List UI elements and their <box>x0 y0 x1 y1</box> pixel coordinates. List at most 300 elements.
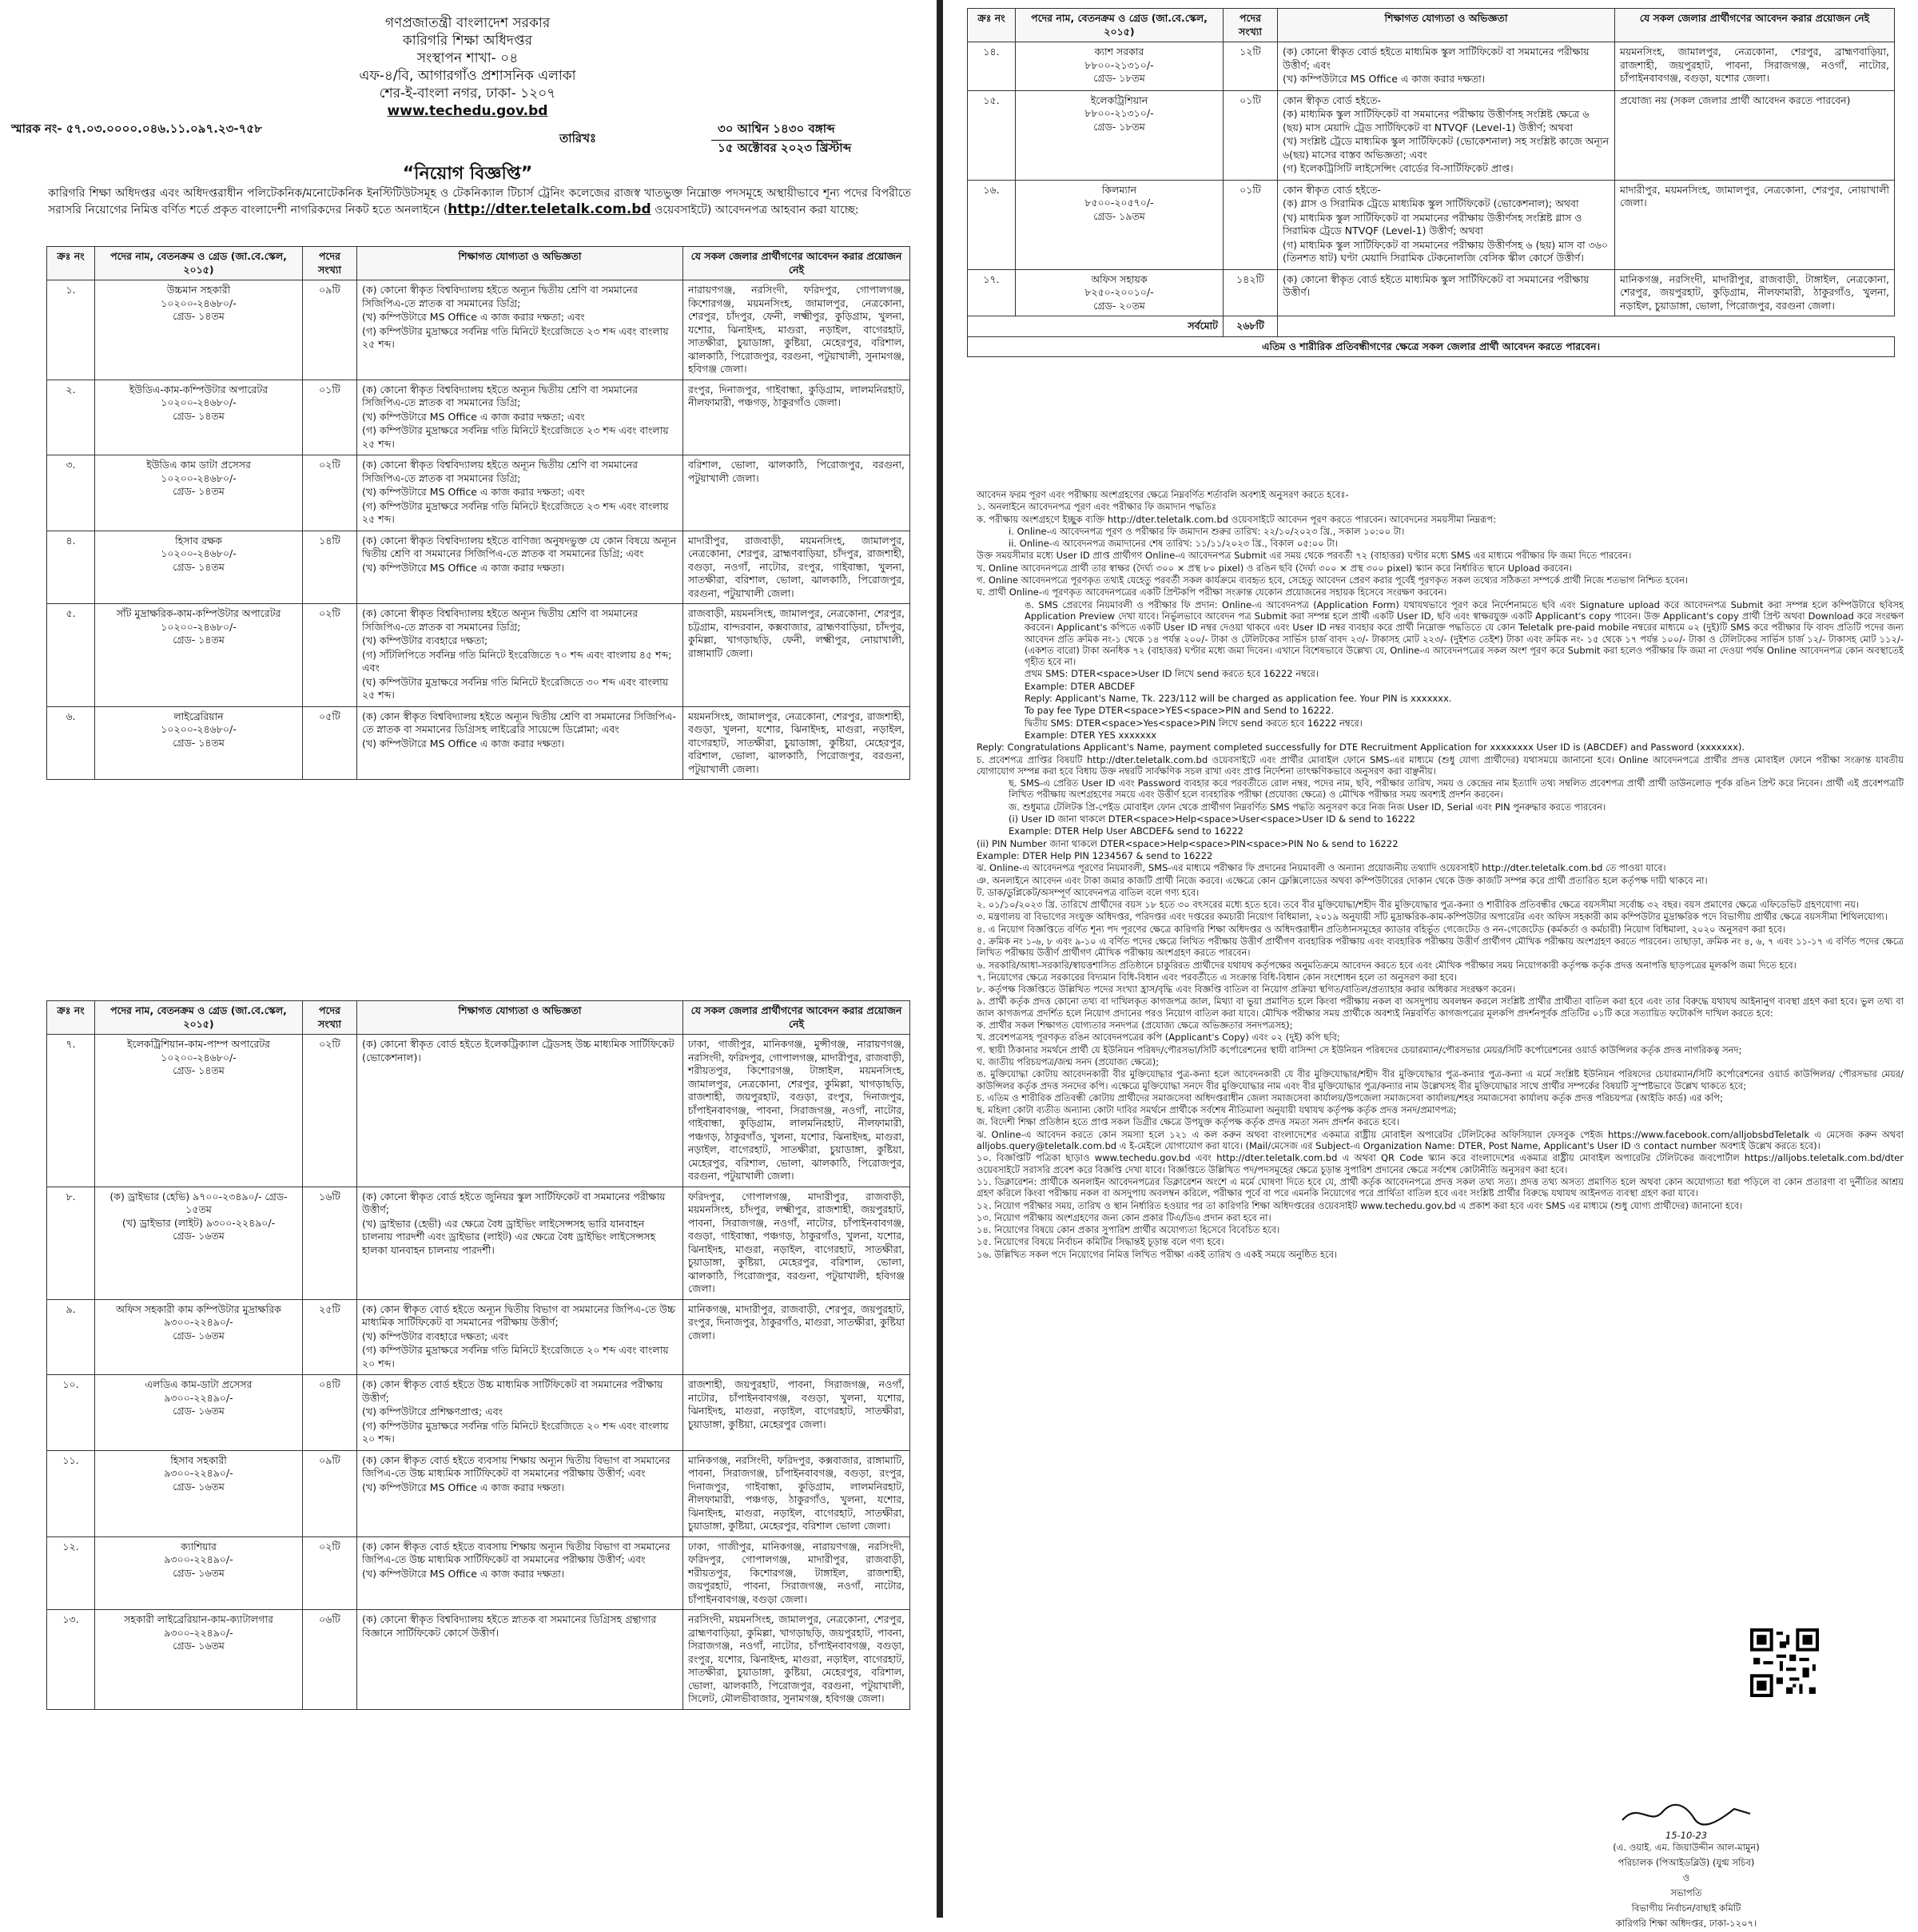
post-title-cell <box>95 280 303 380</box>
qualification-cell <box>357 531 683 604</box>
instruction-item: Example: DTER Help User ABCDEF& send to 16222 <box>1009 825 1244 837</box>
post-number: ১৫. <box>968 90 1016 180</box>
post-number: ১৬. <box>968 180 1016 269</box>
post-title: ইউডিএ-কাম-কম্পিউটার অপারেটর <box>129 383 269 396</box>
qualification-line: কোন স্বীকৃত বোর্ড হইতে- <box>1283 183 1381 196</box>
post-count: ০১টি <box>303 380 357 455</box>
post-title-cell <box>95 1536 303 1610</box>
instruction-item: ট. ডাক/ডুপ্লিকেট/অসম্পূর্ণ আবেদনপত্র বাতিল বলে গণ্য হবে। <box>977 886 1200 898</box>
instruction-item: (ii) PIN Number জানা থাকলে DTER<space>Help<space>PIN<space>PIN No & send to 16222 <box>977 837 1399 849</box>
table-row <box>47 455 910 531</box>
post-title: অফিস সহায়ক <box>1091 272 1148 285</box>
post-count: ০২টি <box>303 604 357 707</box>
qualification-line: (ক) কোনো স্বীকৃত বিশ্ববিদ্যালয় হইতে বাণিজ্য অনুষদভুক্ত যে কোন বিষয়ে অন্যূন দ্বিতীয় শ্রেণি বা সমমানের সিজিপিএ-তে স্নাতক বা সমমানের ডিগ্রি; এবং <box>362 534 677 559</box>
post-title: ক্যাশ সরকার <box>1094 46 1144 58</box>
instruction-item: ১২. নিয়োগ পরীক্ষার সময়, তারিখ ও স্থান নির্ধারিত হওয়ার পর তা কারিগরি শিক্ষা অধিদপ্তরের ওয়েবসাইট www.techedu.gov.bd এ প্রকাশ করা হবে এবং SMS এর মাধ্যমে (শুধু যোগ্য প্রার্থীদের) জানানো হবে। <box>977 1199 1743 1211</box>
signatory-name: (এ. ওয়াই. এম. জিয়াউদ্দীন আল-মামুন) <box>1613 1842 1760 1853</box>
pay-scale: ১০২০০-২৪৬৮০/- <box>161 1051 237 1063</box>
table-row <box>47 1450 910 1536</box>
post-number: ১. <box>47 280 95 380</box>
excluded-districts: মানিকগঞ্জ, মাদারীপুর, রাজবাড়ী, শেরপুর, জয়পুরহাট, রংপুর, দিনাজপুর, ঠাকুরগাঁও, মাগুরা, সাতক্ষীরা, কুষ্টিয়া জেলা। <box>683 1299 910 1375</box>
instruction-item: Example: DTER YES xxxxxxx <box>1025 729 1157 741</box>
post-title-cell <box>95 1187 303 1299</box>
pay-scale: ৯৩০০-২২৪৯০/- <box>164 1553 233 1565</box>
qualification-line: (ক) কোনো স্বীকৃত বোর্ড হইতে জুনিয়র স্কুল সার্টিফিকেট বা সমমানের পরীক্ষায় উত্তীর্ণ; <box>362 1190 666 1215</box>
post-title-cell <box>95 706 303 780</box>
excluded-districts: রাজবাড়ী, ময়মনসিংহ, জামালপুর, নেত্রকোনা, শেরপুর, চট্টগ্রাম, বান্দরবান, কক্সবাজার, ব্রাহ্মণবাড়িয়া, চাঁদপুর, কুমিল্লা, খাগড়াছড়ি, ফেনী, লক্ষ্মীপুর, নোয়াখালী, রাঙ্গামাটি জেলা। <box>683 604 910 707</box>
qualification-line: (ক) কোনো স্বীকৃত বিশ্ববিদ্যালয় হইতে স্নাতক বা সমমানের ডিগ্রিসহ গ্রন্থাগার বিজ্ঞানে সার্টিফিকেট কোর্সে উত্তীর্ণ। <box>362 1613 657 1639</box>
post-number: ১১. <box>47 1450 95 1536</box>
post-title-cell <box>95 380 303 455</box>
instruction-item: ছ. SMS-এ প্রেরিত User ID এবং Password ব্যবহার করে পরবর্তীতে রোল নম্বর, পদের নাম, ছবি, পরীক্ষার তারিখ, সময় ও কেন্দ্রের নাম ইত্যাদি তথ্য সম্বলিত প্রবেশপত্র প্রার্থী প্রার্থী ডাউনলোড পূর্বক রঙিন প্রিন্ট করে নিবেন। প্রার্থী এই প্রবেশপত্রটি লিখিত পরীক্ষায় অংশগ্রহণের সময়ে এবং উত্তীর্ণ হলে ব্যবহারিক পরীক্ষা (প্রযোজ্য ক্ষেত্রে) ও মৌখিক পরীক্ষার সময় অবশ্যই প্রদর্শন করবেন। <box>1009 777 1904 801</box>
instruction-item: চ. এতিম ও শারীরিক প্রতিবন্ধী কোটায় প্রার্থীদের সমাজসেবা অধিদপ্তরাধীন জেলা সমাজসেবা কার্যালয়/উপজেলা সমাজসেবা কার্যালয়/শহর সমাজসেবা কার্যালয় কর্তৃক প্রদত্ত পরিচয়পত্র (আইডি কার্ড) এর কপি; <box>977 1091 1723 1103</box>
instruction-item: চ. প্রবেশপত্র প্রাপ্তির বিষয়টি http://dter.teletalk.com.bd ওয়েবসাইটে এবং প্রার্থীর মোবাইল ফোনে SMS-এর মাধ্যমে (শুধু যোগ্য প্রার্থীদের) যথাসময়ে জানানো হবে। Online আবেদনপত্রে প্রার্থীর প্রদত্ত মোবাইল ফোনে পরীক্ষা সংক্রান্ত যাবতীয় যোগাযোগ সম্পন্ন করা হবে বিধায় উক্ত নম্বরটি সার্বক্ষণিক সচল রাখা এবং প্রাপ্ত নির্দেশনা তাৎক্ষণিকভাবে অনুসরণ করা বাঞ্ছনীয়। <box>977 753 1904 777</box>
post-title: হিসাব সহকারী <box>170 1453 227 1466</box>
post-title: হিসাব রক্ষক <box>175 534 222 547</box>
post-number: ৪. <box>47 531 95 604</box>
qualification-line: (খ) কম্পিউটারে MS Office এ কাজ করার দক্ষতা। <box>362 561 565 574</box>
qualification-line: (গ) কম্পিউটার মুদ্রাক্ষরে সর্বনিম্ন গতি মিনিটে ইংরেজিতে ২৩ শব্দ এবং বাংলায় ২৫ শব্দ। <box>362 424 669 450</box>
instruction-item: ছ. মহিলা কোটা ব্যতীত অন্যান্য কোটা দাবির সমর্থনে প্রার্থীকে সর্বশেষ নীতিমালা অনুযায়ী যথাযথ কর্তৃপক্ষ কর্তৃক প্রদত্ত সনদ/প্রমাণপত্র; <box>977 1104 1457 1116</box>
post-number: ৯. <box>47 1299 95 1375</box>
qualification-line: (ক) মাধ্যমিক স্কুল সার্টিফিকেট বা সমমানের পরীক্ষায় উত্তীর্ণসহ সংশ্লিষ্ট ক্ষেত্রে ৬ (ছয়) মাস মেয়াদি ট্রেড সার্টিফিকেট বা NTVQF (Level-1) উত্তীর্ণ; অথবা <box>1283 108 1590 133</box>
post-title-cell <box>95 1299 303 1375</box>
qualification-cell <box>1278 42 1615 91</box>
post-number: ১২. <box>47 1536 95 1610</box>
post-title: (ক) ড্রাইভার (হেভি) ৯৭০০-২৩৪৯০/- গ্রেড- ১৫তম <box>109 1190 288 1215</box>
qualification-line: (ক) কোন স্বীকৃত বোর্ড হইতে ব্যবসায় শিক্ষায় অন্যূন দ্বিতীয় বিভাগ বা সমমানের জিপিএ-তে উচ্চ মাধ্যমিক সার্টিফিকেট বা সমমানের পরীক্ষায় উত্তীর্ণ; এবং <box>362 1540 671 1565</box>
notice-title: “নিয়োগ বিজ্ঞপ্তি” <box>402 164 533 184</box>
qualification-line: (খ) কম্পিউটারে MS Office এ কাজ করার দক্ষতা। <box>1283 73 1486 85</box>
post-title-cell <box>95 455 303 531</box>
pay-scale: ৯৩০০-২২৪৯০/- <box>164 1467 233 1479</box>
pay-scale: ১০২০০-২৪৬৮০/- <box>161 620 237 633</box>
instruction-item: ২. ০১/১০/২০২৩ খ্রি. তারিখে প্রার্থীদের বয়স ১৮ হতে ৩০ বৎসরের মধ্যে হতে হবে। তবে বীর মুক্তিযোদ্ধা/শহীদ বীর মুক্তিযোদ্ধার পুত্র-কন্যা ও শারীরিক প্রতিবন্ধীর ক্ষেত্রে বয়সসীমা সর্বোচ্চ ৩২ বছর। বয়স প্রমাণের ক্ষেত্রে এফিডেভিট গ্রহণযোগ্য নয়। <box>977 899 1859 911</box>
posts-table-1 <box>46 246 910 780</box>
intro-paragraph <box>48 185 911 218</box>
post-title: লাইব্রেরিয়ান <box>173 710 224 722</box>
header-cell: শিক্ষাগত যোগ্যতা ও অভিজ্ঞতা <box>1278 9 1615 42</box>
qualification-line: (খ) কম্পিউটারে MS Office এ কাজ করার দক্ষতা। <box>362 737 565 749</box>
instruction-item: ১৬. উল্লিখিত সকল পদে নিয়োগের নিমিত্ত লিখিত পরীক্ষা একই তারিখ ও একই সময়ে অনুষ্ঠিত হবে। <box>977 1248 1338 1260</box>
qualification-cell <box>1278 90 1615 180</box>
qualification-cell <box>357 706 683 780</box>
instruction-item: ঙ. মুক্তিযোদ্ধা কোটায় আবেদনকারী বীর মুক্তিযোদ্ধার পুত্র-কন্যা হলে আবেদনকারী যে বীর মুক্তিযোদ্ধার/শহীদ বীর মুক্তিযোদ্ধার পুত্র-কন্যার পুত্র-কন্যা এ মর্মে সংশ্লিষ্ট ইউনিয়ন পরিষদের চেয়ারম্যান/সিটি কর্পোরেশনের ওয়ার্ড কাউন্সিলর/ পৌরসভার মেয়র/কাউন্সিলর কর্তৃক প্রদত্ত সনদের কপি। এক্ষেত্রে মুক্তিযোদ্ধা সনদে বীর মুক্তিযোদ্ধার নাম এবং বীর মুক্তিযোদ্ধার পুত্র/কন্যার নাম উল্লেখসহ বীর মুক্তিযোদ্ধার সাথে প্রার্থীর সম্পর্কের বিষয়টি সুস্পষ্টভাবে উল্লেখ থাকতে হবে; <box>977 1068 1904 1091</box>
table-row <box>968 42 1895 91</box>
instruction-item: জ. শুধুমাত্র টেলিটক প্রি-পেইড মোবাইল ফোন থেকে প্রার্থীগণ নিম্নবর্ণিত SMS পদ্ধতি অনুসরণ করে নিজ নিজ User ID, Serial এবং PIN পুনরুদ্ধার করতে পারবেন। <box>1009 801 1606 813</box>
qualification-line: (খ) সংশ্লিষ্ট ট্রেডে মাধ্যমিক স্কুল সার্টিফিকেট (ভোকেশনাল) সহ সংশ্লিষ্ট কাজে অন্যূন ৬(ছয়) মাসের বাস্তব অভিজ্ঞতা; এবং <box>1283 135 1610 161</box>
post-title-cell <box>95 1610 303 1710</box>
header-line: এফ-৪/বি, আগারগাঁও প্রশাসনিক এলাকা <box>359 68 576 84</box>
qualification-line: (ক) কোন স্বীকৃত বোর্ড হইতে ব্যবসায় শিক্ষায় অন্যূন দ্বিতীয় বিভাগ বা সমমানের জিপিএ-তে উচ্চ মাধ্যমিক সার্টিফিকেট বা সমমানের পরীক্ষায় উত্তীর্ণ; এবং <box>362 1453 671 1479</box>
intro-text: কারিগরি শিক্ষা অধিদপ্তর এবং অধিদপ্তরাধীন পলিটেকনিক/মনোটেকনিক ইনস্টিটিউটসমূহ ও টেকনিক্যাল টিচার্স ট্রেনিং কলেজের রাজস্ব খাতভুক্ত নিম্নোক্ত পদসমূহে অস্থায়ীভাবে শূন্য পদের বিপরীতে সরাসরি নিয়োগের নিমিত্ত বর্ণিত শর্তে প্রকৃত বাংলাদেশী নাগরিকদের নিকট হতে অনলাইনে ( <box>48 187 911 217</box>
instruction-item: ১৫. নিয়োগের বিষয়ে নির্বাচন কমিটির সিদ্ধান্তই চূড়ান্ত বলে গণ্য হবে। <box>977 1236 1224 1248</box>
qualification-line: (গ) কম্পিউটার মুদ্রাক্ষরে সর্বনিম্ন গতি মিনিটে ইংরেজিতে ২০ শব্দ এবং বাংলায় ২০ শব্দ। <box>362 1419 669 1445</box>
excluded-districts: রংপুর, দিনাজপুর, গাইবান্ধা, কুড়িগ্রাম, লালমনিরহাট, নীলফামারী, পঞ্চগড়, ঠাকুরগাঁও জেলা। <box>683 380 910 455</box>
table-row <box>47 1187 910 1299</box>
instruction-item: ৩. মন্ত্রণালয় বা বিভাগের সংযুক্ত অধিদপ্তর, পরিদপ্তর এবং দপ্তরের কমচারী নিয়োগ বিধিমালা, ২০১৯ অনুযায়ী সাঁট মুদ্রাক্ষরিক-কাম-কম্পিউটার অপারেটর এবং অফিস সহকারী কাম কম্পিউটার মুদ্রাক্ষরিক পদে বিভাগীয় প্রার্থীর ক্ষেত্রে বয়সসীমা শিথিলযোগ্য। <box>977 911 1888 923</box>
header-line: শের-ই-বাংলা নগর, ঢাকা- ১২০৭ <box>379 85 556 101</box>
post-count: ১৪২টি <box>1224 269 1278 316</box>
qualification-line: (ক) গ্লাস ও সিরামিক ট্রেডে মাধ্যমিক স্কুল সার্টিফিকেট (ভোকেশনাল); অথবা <box>1283 197 1579 209</box>
post-title: কিলম্যান <box>1101 183 1137 196</box>
apply-link[interactable]: http://dter.teletalk.com.bd <box>448 201 651 217</box>
table-header-row <box>47 247 910 280</box>
pay-scale: ১০২০০-২৪৬৮০/- <box>161 547 237 559</box>
post-number: ১৪. <box>968 42 1016 91</box>
qualification-line: (ক) কোন স্বীকৃত বোর্ড হইতে অন্যূন দ্বিতীয় বিভাগ বা সমমানের জিপিএ-তে উচ্চ মাধ্যমিক সার্টিফিকেট বা সমমানের পরীক্ষায় উত্তীর্ণ; <box>362 1302 675 1328</box>
instruction-item: ক. প্রার্থীর সকল শিক্ষাগত যোগ্যতার সনদপত্র (প্রযোজ্য ক্ষেত্রে অভিজ্ঞতার সনদপত্রসহ); <box>977 1020 1293 1032</box>
instruction-item: Example: DTER Help PIN 1234567 & send to 16222 <box>977 849 1213 861</box>
post-title: এলডিএ কাম-ডাটা প্রসেসর <box>145 1378 253 1390</box>
pay-grade: গ্রেড- ১৬তম <box>173 1230 225 1242</box>
pay-scale: ৮৫০০-২০৫৭০/- <box>1084 197 1154 209</box>
pay-scale: ১০২০০-২৪৬৮০/- <box>161 723 237 735</box>
qualification-line: (গ) সাঁটলিপিতে সর্বনিম্ন গতি মিনিটে ইংরেজিতে ৭০ শব্দ এবং বাংলায় ৪৫ শব্দ; এবং <box>362 648 672 674</box>
qualification-line: (খ) কম্পিউটার ব্যবহারে দক্ষতা; এবং <box>362 1330 509 1342</box>
pay-grade: গ্রেড- ১৪তম <box>173 1064 225 1076</box>
excluded-districts: নারায়ণগঞ্জ, নরসিংদী, ফরিদপুর, গোপালগঞ্জ, কিশোরগঞ্জ, ময়মনসিংহ, জামালপুর, নেত্রকোনা, শেরপুর, চাঁদপুর, ফেনী, লক্ষ্মীপুর, কুড়িগ্রাম, খুলনা, যশোর, ঝিনাইদহ, মাগুরা, নড়াইল, বাগেরহাট, সাতক্ষীরা, চুয়াডাঙ্গা, কুষ্টিয়া, মেহেরপুর, বরিশাল, ঝালকাঠি, পিরোজপুর, বরগুনা, পটুয়াখালী, সুনামগঞ্জ, হবিগঞ্জ জেলা। <box>683 280 910 380</box>
date-english: ১৫ অক্টোবর ২০২৩ খ্রিস্টাব্দ <box>718 141 852 155</box>
post-count: ১২টি <box>1224 42 1278 91</box>
header-cell: পদের নাম, বেতনক্রম ও গ্রেড (জা.বে.স্কেল, ২০১৫) <box>95 1001 303 1035</box>
table-row <box>968 180 1895 269</box>
pay-grade: গ্রেড- ১৬তম <box>173 1640 225 1652</box>
memo-number: স্মারক নং- ৫৭.০৩.০০০০.০৪৬.১১.০৯৭.২৩-৭৫৮ <box>11 121 262 136</box>
table-row <box>47 380 910 455</box>
qualification-cell <box>357 604 683 707</box>
excluded-districts: প্রযোজ্য নয় (সকল জেলার প্রার্থী আবেদন করতে পারবেন) <box>1615 90 1895 180</box>
qualification-line: (খ) ড্রাইভার (হেভী) এর ক্ষেত্রে বৈধ ড্রাইভিং লাইসেন্সসহ ভারি যানবাহন চালনায় পারদর্শী এবং ড্রাইভার (লাইট) এর ক্ষেত্রে বৈধ ড্রাইভিং লাইসেন্সসহ হালকা যানবাহন চালনায় পারদর্শী। <box>362 1217 656 1256</box>
post-title-cell <box>1016 180 1224 269</box>
qualification-line: (গ) কম্পিউটার মুদ্রাক্ষরে সর্বনিম্ন গতি মিনিটে ইংরেজিতে ২০ শব্দ এবং বাংলায় ২০ শব্দ। <box>362 1344 669 1369</box>
table-row <box>47 1610 910 1710</box>
post-count: ০১টি <box>1224 180 1278 269</box>
signature-mark <box>1614 1798 1758 1830</box>
post-count: ০৯টি <box>303 280 357 380</box>
pay-scale: (খ) ড্রাইভার (লাইট) ৯৩০০-২২৪৯০/- <box>121 1216 276 1229</box>
pay-grade: গ্রেড- ১৪তম <box>173 634 225 646</box>
qualification-cell <box>357 380 683 455</box>
excluded-districts: মাদারীপুর, ময়মনসিংহ, জামালপুর, নেত্রকোনা, শেরপুর, নোয়াখালী জেলা। <box>1615 180 1895 269</box>
pay-scale: ৮৮০০-২১৩১০/- <box>1084 107 1154 119</box>
header-cell: শিক্ষাগত যোগ্যতা ও অভিজ্ঞতা <box>357 1001 683 1035</box>
post-title-cell <box>1016 90 1224 180</box>
instruction-item: ii. Online-এ আবেদনপত্র জমাদানের শেষ তারিখ: ১১/১১/২০২৩ খ্রি., বিকাল ০৫:০০ টা। <box>1009 538 1338 550</box>
instruction-item: ঝ. Online-এ আবেদনপত্র পূরণের নিয়মাবলী, SMS-এর মাধ্যমে পরীক্ষার ফি প্রদানের নিয়মাবলী ও অন্যান্য প্রয়োজনীয় তথ্যাদি ওয়েবসাইট http://dter.teletalk.com.bd তে পাওয়া যাবে। <box>977 862 1666 874</box>
qualification-line: (গ) মাধ্যমিক স্কুল সার্টিফিকেট বা সমমানের পরীক্ষায় উত্তীর্ণসহ ৬ (ছয়) মাস বা ৩৬০ (তিনশত ষাট) ঘণ্টা মেয়াদি সিরামিক টেকনোলজি বেসিক স্কীল কোর্সে উত্তীর্ণ। <box>1283 238 1608 264</box>
pay-grade: গ্রেড- ১৬তম <box>173 1405 225 1417</box>
qualification-line: (গ) ইলেকট্রিসিটি লাইসেন্সিং বোর্ডের বি-সার্টিফিকেট প্রাপ্ত। <box>1283 162 1514 174</box>
instruction-item: ১৩. নিয়োগ পরীক্ষায় অংশগ্রহণের জন্য কোন প্রকার টিএ/ডিএ প্রদান করা হবে না। <box>977 1211 1271 1223</box>
page-divider <box>937 0 943 1918</box>
post-count: ১৪টি <box>303 531 357 604</box>
table-row <box>47 280 910 380</box>
post-count: ০২টি <box>303 1035 357 1187</box>
table-row <box>47 1299 910 1375</box>
excluded-districts: বরিশাল, ভোলা, ঝালকাঠি, পিরোজপুর, বরগুনা, পটুয়াখালী জেলা। <box>683 455 910 531</box>
excluded-districts: ঢাকা, গাজীপুর, মানিকগঞ্জ, নারায়ণগঞ্জ, নরসিংদী, ফরিদপুর, গোপালগঞ্জ, মাদারীপুর, রাজবাড়ী, শরীয়তপুর, কিশোরগঞ্জ, টাঙ্গাইল, রাজশাহী, জয়পুরহাট, পাবনা, সিরাজগঞ্জ, নওগাঁ, নাটোর, চাঁপাইনবাবগঞ্জ, বগুড়া জেলা। <box>683 1536 910 1610</box>
instruction-item: গ. Online আবেদনপত্রে পূরণকৃত তথ্যই যেহেতু পরবর্তী সকল কার্যক্রমে ব্যবহৃত হবে, সেহেতু আবেদন প্রেরণ করার পূর্বেই পূরণকৃত সকল তথ্যের সঠিকতা সম্পর্কে প্রার্থী নিজে শতভাগ নিশ্চিত হবেন। <box>977 574 1689 586</box>
header-line: সংস্থাপন শাখা- ০৪ <box>416 50 519 66</box>
pay-scale: ১০২০০-২৪৬৮০/- <box>161 296 237 309</box>
qualification-line: (খ) কম্পিউটারে MS Office এ কাজ করার দক্ষতা; এবং <box>362 486 585 498</box>
qualification-cell <box>1278 180 1615 269</box>
pay-grade: গ্রেড- ১৯তম <box>1093 209 1145 222</box>
qualification-cell <box>357 455 683 531</box>
qualification-line: (গ) কম্পিউটার মুদ্রাক্ষরে সর্বনিম্ন গতি মিনিটে ইংরেজিতে ২৩ শব্দ এবং বাংলায় ২৫ শব্দ। <box>362 499 669 525</box>
qualification-line: (ক) কোনো স্বীকৃত বিশ্ববিদ্যালয় হইতে অন্যূন দ্বিতীয় শ্রেণি বা সমমানের সিজিপিএ-তে স্নাতক বা সমমানের ডিগ্রি; <box>362 284 638 309</box>
qualification-cell <box>357 1035 683 1187</box>
pay-scale: ৯৩০০-২২৪৯০/- <box>164 1626 233 1639</box>
instruction-item: ঘ. জাতীয় পরিচয়পত্র/জন্ম সনদ (প্রযোজ্য ক্ষেত্রে); <box>977 1055 1160 1067</box>
post-number: ২. <box>47 380 95 455</box>
instruction-item: To pay fee Type DTER<space>YES<space>PIN and Send to 16222. <box>1025 705 1335 717</box>
post-title: ক্যাশিয়ার <box>181 1540 217 1552</box>
instruction-item: আবেদন ফরম পূরণ এবং পরীক্ষায় অংশগ্রহণের ক্ষেত্রে নিম্নবর্ণিত শর্তাবলি অবশ্যই অনুসরণ করতে হবেঃ- <box>977 489 1349 500</box>
pay-scale: ৮২৫০-২০০১০/- <box>1084 286 1154 298</box>
post-number: ৫. <box>47 604 95 707</box>
header-cell: ক্রঃ নং <box>47 1001 95 1035</box>
excluded-districts: মানিকগঞ্জ, নরসিংদী, মাদারীপুর, রাজবাড়ী, টাঙ্গাইল, নেত্রকোনা, শেরপুর, জয়পুরহাট, কুড়িগ্রাম, নীলফামারী, ঠাকুরগাঁও, খুলনা, নড়াইল, চুয়াডাঙ্গা, ভোলা, পিরোজপুর, বরগুনা জেলা। <box>1615 269 1895 316</box>
table-row <box>47 706 910 780</box>
signature-block <box>1494 1798 1878 1932</box>
post-title-cell <box>1016 269 1224 316</box>
header-cell: যে সকল জেলার প্রার্থীগণের আবেদন করার প্রয়োজন নেই <box>1615 9 1895 42</box>
qualification-line: (খ) কম্পিউটারে MS Office এ কাজ করার দক্ষতা; এবং <box>362 311 585 323</box>
instruction-item: গ. স্থায়ী ঠিকানার সমর্থনে প্রার্থী যে ইউনিয়ন পরিষদ/পৌরসভা/সিটি কর্পোরেশনের স্থায়ী বাসিন্দা সে ইউনিয়ন পরিষদের চেয়ারম্যান/পৌরসভার মেয়র/সিটি কর্পোরেশনের ওয়ার্ড কাউন্সিলর কর্তৃক প্রদত্ত নাগরিকত্ব সনদ; <box>977 1044 1742 1055</box>
instruction-item: ৯. প্রার্থী কর্তৃক প্রদত্ত কোনো তথ্য বা দাখিলকৃত কাগজপত্র জাল, মিথ্যা বা ভুয়া প্রমাণিত হলে কিংবা পরীক্ষায় নকল বা অসদুপায় অবলম্বন করলে সংশ্লিষ্ট প্রার্থীর প্রার্থীতা বাতিল করা হবে এবং তার বিরুদ্ধে যথাযথ আইনানুগ ব্যবস্থা গ্রহণ করা হবে। ভুল তথ্য বা জাল কাগজপত্র প্রদর্শিত হলে নিয়োগ প্রদানের পরও নিয়োগ বাতিল করা যাবে। মৌখিক পরীক্ষার সময় প্রার্থীকে অবশ্যই নিম্নবর্ণিত কাগজপত্রের মূলকপি প্রদর্শনপূর্বক প্রতিটির ০১টি করে সত্যায়িত ফটোকপি দাখিল করতে হবে: <box>977 996 1904 1019</box>
pay-grade: গ্রেড- ১৪তম <box>173 485 225 497</box>
excluded-districts: নরসিংদী, ময়মনসিংহ, জামালপুর, নেত্রকোনা, শেরপুর, ব্রাহ্মণবাড়িয়া, কুমিল্লা, খাগড়াছড়ি, জয়পুরহাট, পাবনা, সিরাজগঞ্জ, নওগাঁ, নাটোর, চাঁপাইনবাবগঞ্জ, বগুড়া, রংপুর, যশোর, ঝিনাইদহ, মাগুরা, নড়াইল, বাগেরহাট, সাতক্ষীরা, চুয়াডাঙ্গা, কুষ্টিয়া, মেহেরপুর, বরিশাল, ভোলা, ঝালকাঠি, পিরোজপুর, বরগুনা, পটুয়াখালী, সিলেট, মৌলভীবাজার, সুনামগঞ্জ, হবিগঞ্জ জেলা। <box>683 1610 910 1710</box>
left-page <box>0 0 935 1918</box>
post-number: ৭. <box>47 1035 95 1187</box>
post-number: ৩. <box>47 455 95 531</box>
qualification-cell <box>1278 269 1615 316</box>
pay-scale: ৯৩০০-২২৪৯০/- <box>164 1391 233 1404</box>
excluded-districts: মানিকগঞ্জ, নরসিংদী, ফরিদপুর, কক্সবাজার, রাঙ্গামাটি, পাবনা, সিরাজগঞ্জ, চাঁপাইনবাবগঞ্জ, বগুড়া, রংপুর, দিনাজপুর, গাইবান্ধা, কুড়িগ্রাম, লালমনিরহাট, নীলফামারী, পঞ্চগড়, ঠাকুরগাঁও, খুলনা, যশোর, ঝিনাইদহ, মাগুরা, নড়াইল, বাগেরহাট, সাতক্ষীরা, চুয়াডাঙ্গা, কুষ্টিয়া, মেহেরপুর, বরিশাল ভোলা জেলা। <box>683 1450 910 1536</box>
pay-grade: গ্রেড- ১৮তম <box>1093 120 1145 133</box>
pay-grade: গ্রেড- ১৬তম <box>173 1329 225 1342</box>
qualification-cell <box>357 1610 683 1710</box>
instruction-item: ১. অনলাইনে আবেদনপত্র পূরণ এবং পরীক্ষার ফি জমাদান পদ্ধতিঃ <box>977 501 1216 513</box>
post-count: ০৪টি <box>303 1375 357 1451</box>
instruction-item: জ. বিদেশী শিক্ষা প্রতিষ্ঠান হতে প্রাপ্ত সকল ডিগ্রীর ক্ষেত্রে উপযুক্ত কর্তৃপক্ষ কর্তৃক প্রদত্ত সমতা সনদ প্রদর্শন করতে হবে। <box>977 1116 1399 1128</box>
post-title: ইলেকট্রিশিয়ান-কাম-পাম্প অপারেটর <box>127 1038 270 1050</box>
excluded-districts: ফরিদপুর, গোপালগঞ্জ, মাদারীপুর, রাজবাড়ী, ময়মনসিংহ, চাঁদপুর, লক্ষ্মীপুর, রাজশাহী, জয়পুরহাট, পাবনা, সিরাজগঞ্জ, নওগাঁ, নাটোর, চাঁপাইনবাবগঞ্জ, বগুড়া, গাইবান্ধা, পঞ্চগড়, ঠাকুরগাঁও, খুলনা, যশোর, ঝিনাইদহ, মাগুরা, নড়াইল, বাগেরহাট, সাতক্ষীরা, চুয়াডাঙ্গা, কুষ্টিয়া, মেহেরপুর, বরিশাল, ভোলা, ঝালকাঠি, পিরোজপুর, বরগুনা, পটুয়াখালী, হবিগঞ্জ জেলা। <box>683 1187 910 1299</box>
excluded-districts: ঢাকা, গাজীপুর, মানিকগঞ্জ, মুন্সীগঞ্জ, নারায়ণগঞ্জ, নরসিংদী, ফরিদপুর, গোপালগঞ্জ, মাদারীপুর, রাজবাড়ী, শরীয়তপুর, কিশোরগঞ্জ, টাঙ্গাইল, ময়মনসিংহ, জামালপুর, নেত্রকোনা, শেরপুর, কুমিল্লা, খাগড়াছড়ি, রাজশাহী, জয়পুরহাট, বগুড়া, রংপুর, দিনাজপুর, চাঁপাইনবাবগঞ্জ, পাবনা, সিরাজগঞ্জ, নওগাঁ, নাটোর, গাইবান্ধা, কুড়িগ্রাম, লালমনিরহাট, নীলফামারী, পঞ্চগড়, ঠাকুরগাঁও, খুলনা, যশোর, ঝিনাইদহ, মাগুরা, নড়াইল, বাগেরহাট, সাতক্ষীরা, চুয়াডাঙ্গা, কুষ্টিয়া, মেহেরপুর, বরিশাল, ভোলা, ঝালকাঠি, পিরোজপুর, বরগুনা, পটুয়াখালী জেলা। <box>683 1035 910 1187</box>
instruction-item: ৬. সরকারি/আধা-সরকারি/স্বায়ত্তশাসিত প্রতিষ্ঠানে চাকুরিরত প্রার্থীদের যথাযথ কর্তৃপক্ষের অনুমতিক্রমে আবেদন করতে হবে এবং মৌখিক পরীক্ষার সময় নিয়োগকারী কর্তৃপক্ষ কর্তৃক প্রদত্ত অনাপত্তি ছাড়পত্রের মূলকপি জমা দিতে হবে। <box>977 959 1797 971</box>
instruction-item: i. Online-এ আবেদনপত্র পূরণ ও পরীক্ষার ফি জমাদান শুরুর তারিখ: ২২/১০/২০২৩ খ্রি., সকাল ১০:০০ টা। <box>1009 525 1405 537</box>
signatory-and: ও <box>1682 1872 1690 1883</box>
qualification-line: (খ) কম্পিউটারে MS Office এ কাজ করার দক্ষতা। <box>362 1481 565 1493</box>
header-cell: পদের নাম, বেতনক্রম ও গ্রেড (জা.বে.স্কেল, ২০১৫) <box>95 247 303 280</box>
instruction-item: ১০. বিজ্ঞপ্তিটি পত্রিকা ছাড়াও www.techedu.gov.bd এবং http://dter.teletalk.com.bd এ অথবা QR Code স্ক্যান করে বাংলাদেশের একমাত্র রাষ্ট্রীয় মোবাইল অপারেটর টেলিটকের জবপোর্টাল https://alljobs.teletalk.com.bd/dter ওয়েবসাইটে সরাসরি প্রবেশ করে বিজ্ঞপ্তি দেখা যাবে। বিজ্ঞপ্তিতে উল্লিখিত পদ/পদসমূহের ক্ষেত্রে চূড়ান্ত সুপারিশ প্রদানের ক্ষেত্রে সর্বশেষ কোটানীতি অনুসরণ করা হবে। <box>977 1152 1904 1175</box>
instruction-item: খ. প্রবেশপত্রসহ পূরণকৃত রঙিন আবেদনপত্রের কপি (Applicant's Copy) এবং ০২ (দুই) কপি ছবি; <box>977 1032 1340 1044</box>
pay-scale: ১০২০০-২৪৬৮০/- <box>161 396 237 408</box>
qualification-line: (ঘ) কম্পিউটার মুদ্রাক্ষরে সর্বনিম্ন গতি মিনিটে ইংরেজিতে ৩০ শব্দ এবং বাংলায় ২৫ শব্দ। <box>362 675 669 701</box>
instruction-item: ঝ. Online-এ আবেদন করতে কোন সমস্যা হলে ১২১ এ কল করুন অথবা বাংলাদেশের একমাত্র রাষ্ট্রীয় মোবাইল অপারেটর টেলিটকের অফিসিয়াল ফেসবুক পেইজ https://www.facebook.com/alljobsbdTeletalk এ মেসেজ করুন অথবা alljobs.query@teletalk.com.bd এ ই-মেইলে যোগাযোগ করা যাবে। (Mail/মেসেজ এর Subject-এ Organization Name: DTER, Post Name, Applicant's User ID ও contact number অবশ্যই উল্লেখ করতে হবে)। <box>977 1128 1904 1152</box>
table-row <box>47 604 910 707</box>
footer-row <box>968 336 1895 357</box>
website-link[interactable]: www.techedu.gov.bd <box>387 103 548 119</box>
table-row <box>47 1375 910 1451</box>
post-count: ০৫টি <box>303 706 357 780</box>
pay-grade: গ্রেড- ১৬তম <box>173 1566 225 1579</box>
table-header-row <box>968 9 1895 42</box>
header-cell: পদের সংখ্যা <box>303 1001 357 1035</box>
post-title: সাঁট মুদ্রাক্ষরিক-কাম-কম্পিউটার অপারেটর <box>116 607 281 619</box>
pay-grade: গ্রেড- ১৮তম <box>1093 72 1145 84</box>
total-label: সর্বমোট <box>968 316 1224 337</box>
qualification-line: (গ) কম্পিউটার মুদ্রাক্ষরে সর্বনিম্ন গতি মিনিটে ইংরেজিতে ২৩ শব্দ এবং বাংলায় ২৫ শব্দ। <box>362 324 669 350</box>
instruction-item: ১৪. নিয়োগের বিষয়ে কোন প্রকার সুপারিশ প্রার্থীর অযোগ্যতা হিসেবে বিবেচিত হবে। <box>977 1224 1280 1236</box>
total-row <box>968 316 1895 337</box>
instruction-item: ক. পরীক্ষায় অংশগ্রহণে ইচ্ছুক ব্যক্তি http://dter.teletalk.com.bd ওয়েবসাইটে আবেদন পূরণ করতে পারবেন। আবেদনের সময়সীমা নিম্নরূপ: <box>977 513 1497 525</box>
post-number: ৮. <box>47 1187 95 1299</box>
qualification-line: (খ) মাধ্যমিক স্কুল সার্টিফিকেট বা সমমানের পরীক্ষায় উত্তীর্ণসহ সংশ্লিষ্ট গ্লাস ও সিরামিক ট্রেডে NTVQF (Level-1) উত্তীর্ণ; অথবা <box>1283 211 1582 237</box>
post-title: অফিস সহকারী কাম কম্পিউটার মুদ্রাক্ষরিক <box>116 1302 281 1315</box>
instruction-item: প্রথম SMS: DTER<space>User ID লিখে send করতে হবে 16222 নম্বরে। <box>1025 668 1319 680</box>
post-title: উচ্চমান সহকারী <box>166 284 231 296</box>
post-count: ০১টি <box>1224 90 1278 180</box>
post-title-cell <box>95 531 303 604</box>
header-cell: পদের নাম, বেতনক্রম ও গ্রেড (জা.বে.স্কেল, ২০১৫) <box>1016 9 1224 42</box>
post-title-cell <box>1016 42 1224 91</box>
post-count: ০২টি <box>303 455 357 531</box>
pay-grade: গ্রেড- ১৪তম <box>173 736 225 749</box>
qualification-line: (ক) কোনো স্বীকৃত বোর্ড হইতে মাধ্যমিক স্কুল সার্টিফিকেট বা সমমানের পরীক্ষায় উত্তীর্ণ। <box>1283 272 1590 298</box>
post-title-cell <box>95 1450 303 1536</box>
pay-scale: ১০২০০-২৪৬৮০/- <box>161 471 237 484</box>
header-cell: ক্রঃ নং <box>47 247 95 280</box>
posts-table-3 <box>967 8 1895 357</box>
instruction-item: Reply: Applicant's Name, Tk. 223/112 will be charged as application fee. Your PIN is xxxxxxx. <box>1025 693 1452 705</box>
pay-grade: গ্রেড- ১৬তম <box>173 1480 225 1493</box>
instruction-item: ৮. কর্তৃপক্ষ বিজ্ঞপ্তিতে উল্লিখিত পদের সংখ্যা হ্রাস/বৃদ্ধি এবং বিজ্ঞপ্তি বাতিল বা নিয়োগ প্রক্রিয়া স্থগিত/বাতিল/প্রত্যাহার করার অধিকার সংরক্ষণ করেন। <box>977 984 1516 996</box>
excluded-districts: রাজশাহী, জয়পুরহাট, পাবনা, সিরাজগঞ্জ, নওগাঁ, নাটোর, চাঁপাইনবাবগঞ্জ, বগুড়া, খুলনা, যশোর, ঝিনাইদহ, মাগুরা, নড়াইল, বাগেরহাট, সাতক্ষীরা, চুয়াডাঙ্গা, কুষ্টিয়া, মেহেরপুর জেলা। <box>683 1375 910 1451</box>
post-title: ইলেকট্রিশিয়ান <box>1090 93 1148 106</box>
qualification-line: (ক) কোনো স্বীকৃত বিশ্ববিদ্যালয় হইতে অন্যূন দ্বিতীয় শ্রেণি বা সমমানের সিজিপিএ-তে স্নাতক বা সমমানের ডিগ্রি; <box>362 383 638 408</box>
committee-name: বিভাগীয় নির্বাচন/বাছাই কমিটি <box>1631 1902 1741 1914</box>
post-count: ১৬টি <box>303 1187 357 1299</box>
qualification-cell <box>357 1299 683 1375</box>
pay-scale: ৯৩০০-২২৪৯০/- <box>164 1316 233 1328</box>
qr-code-icon[interactable] <box>1750 1628 1819 1697</box>
post-count: ০২টি <box>303 1536 357 1610</box>
post-title-cell <box>95 604 303 707</box>
table-row <box>47 531 910 604</box>
qualification-line: (খ) কম্পিউটারে MS Office এ কাজ করার দক্ষতা; এবং <box>362 410 585 423</box>
letterhead <box>0 0 935 120</box>
posts-table-2 <box>46 1000 910 1710</box>
instruction-item: Reply: Congratulations Applicant's Name, payment completed successfully for DTE Recruitment Application for xxxxxxxx User ID is (ABCDEF) and Password (xxxxxxx). <box>977 741 1745 753</box>
qualification-line: (ক) কোনো স্বীকৃত বোর্ড হইতে মাধ্যমিক স্কুল সার্টিফিকেট বা সমমানের পরীক্ষায় উত্তীর্ণ; এবং <box>1283 46 1590 71</box>
instruction-item: ১১. ডিক্লারেশন: প্রার্থীকে অনলাইন আবেদনপত্রের ডিক্লারেশন অংশে এ মর্মে ঘোষণা দিতে হবে যে, প্রার্থী কর্তৃক আবেদনপত্রে প্রদত্ত সকল তথ্য সত্য। প্রদত্ত তথ্য অসত্য প্রমাণিত হলে অথবা কোন অযোগ্যতা ধরা পড়িলে বা কোন প্রতারণা বা দুর্নীতির আশ্রয় গ্রহণ করিলে কিংবা পরীক্ষায় নকল বা অসদুপায় অবলম্বন করিলে, পরীক্ষার পূর্বে বা পরে এমনকি নিয়োগের পরে প্রার্থিতা বাতিল হবে এবং সংশ্লিষ্ট প্রার্থীর বিরুদ্ধে যথাযথ আইনগত ব্যবস্থা গ্রহণ করা যাবে। <box>977 1175 1904 1199</box>
pay-grade: গ্রেড- ২০তম <box>1093 299 1145 312</box>
instruction-item: দ্বিতীয় SMS: DTER<space>Yes<space>PIN লিখে send করতে হবে 16222 নম্বরে। <box>1025 717 1363 729</box>
qualification-line: (খ) কম্পিউটারে প্রশিক্ষণপ্রাপ্ত; এবং <box>362 1405 503 1417</box>
post-number: ১৭. <box>968 269 1016 316</box>
instruction-item: ৪. এ নিয়োগ বিজ্ঞপ্তিতে বর্ণিত শূন্য পদ পূরণের ক্ষেত্রে কারিগরি শিক্ষা অধিদপ্তর ও অধিদপ্তরাধীন প্রতিষ্ঠানসমূহের ক্যাডার বহির্ভূত গেজেটেড ও নন-গেজেটেড (কর্মকর্তা ও কর্মচারী) নিয়োগ বিধিমালা, ২০২০ অনুসরণ করা হবে। <box>977 923 1786 935</box>
instruction-item: ৫. ক্রমিক নং ১-৬, ৮ এবং ৯-১০ এ বর্ণিত পদের ক্ষেত্রে লিখিত পরীক্ষায় উত্তীর্ণ প্রার্থীগণ ব্যবহারিক পরীক্ষায় এবং ব্যবহারিক পরীক্ষায় উত্তীর্ণ প্রার্থীগণ মৌখিক পরীক্ষায় অংশগ্রহণ করতে পারবেন। তাছাড়া, ক্রমিক নং ৪, ৬, ৭ এবং ১১-১৭ এ বর্ণিত পদের ক্ষেত্রে লিখিত পরীক্ষায় উত্তীর্ণ প্রার্থীগণ মৌখিক পরীক্ষায় অংশগ্রহণ করতে পারবেন। <box>977 935 1904 959</box>
total-value: ২৬৮টি <box>1224 316 1278 337</box>
pay-grade: গ্রেড- ১৪তম <box>173 310 225 322</box>
post-title-cell <box>95 1035 303 1187</box>
instruction-item: ঞ. অনলাইনে আবেদন এবং টাকা জমার কাজটি প্রার্থী নিজে করবে। এক্ষেত্রে কোন ফ্লেক্সিলোডের অথবা কম্পিউটারের দোকান থেকে উক্ত কাজটি সম্পন্ন করে প্রার্থী প্রতারিত হলে কর্তৃপক্ষ দায়ী থাকবে না। <box>977 874 1708 886</box>
instruction-item: ঙ. SMS প্রেরণের নিয়মাবলী ও পরীক্ষার ফি প্রদান: Online-এ আবেদনপত্র (Application Form) যথাযথভাবে পূরণ করে নির্দেশনামতে ছবি এবং Signature upload করে আবেদনপত্র Submit করা সম্পন্ন হলে কম্পিউটারে ছবিসহ Application Preview দেখা যাবে। নির্ভুলভাবে আবেদন পত্র Submit করা সম্পন্ন হলে প্রার্থী একটি User ID, ছবি এবং স্বাক্ষরযুক্ত একটি Applicant's copy পাবেন। উক্ত Applicant's copy প্রার্থী প্রিন্ট অথবা Download করে সংরক্ষণ করবেন। Applicant's কপিতে একটি User ID নম্বর দেওয়া থাকবে এবং User ID নম্বর ব্যবহার করে প্রার্থী নিম্নোক্ত পদ্ধতিতে যে কোন Teletalk pre-paid mobile নম্বরের মাধ্যমে ০২ (দুই)টি SMS করে পরীক্ষার ফি বাবদ প্রতিটি পদের জন্য আবেদন প্রতি ক্রমিক নং-১ থেকে ১৪ পর্যন্ত ২০০/- টাকা ও টেলিটকের সার্ভিস চার্জ বাবদ ২৩/- টাকাসহ মোট ২২৩/- (দুইশত তেইশ) টাকা এবং ক্রমিক নং- ১৫ থেকে ১৭ পর্যন্ত ১০০/- টাকা ও টেলিটকের সার্ভিস চার্জ ১২/- টাকাসহ মোট ১১২/- (একশত বারো) টাকা অনধিক ৭২ (বাহাত্তর) ঘণ্টার মধ্যে জমা দিবেন। এখানে বিশেষভাবে উল্লেখ্য যে, Online-এ আবেদনপত্রের সকল অংশ পূরণ করে Submit করা হলেও পরীক্ষার ফি জমা না দেওয়া পর্যন্ত Online আবেদনপত্র কোন অবস্থাতেই গৃহীত হবে না। <box>1025 598 1904 668</box>
post-title-cell <box>95 1375 303 1451</box>
header-cell: যে সকল জেলার প্রার্থীগণের আবেদন করার প্রয়োজন নেই <box>683 1001 910 1035</box>
post-number: ৬. <box>47 706 95 780</box>
header-line: কারিগরি শিক্ষা অধিদপ্তর <box>402 33 533 49</box>
table-footer-note: এতিম ও শারীরিক প্রতিবন্ধীগণের ক্ষেত্রে সকল জেলার প্রার্থী আবেদন করতে পারবেন। <box>968 336 1895 357</box>
pay-scale: ৮৮০০-২১৩১০/- <box>1084 58 1154 71</box>
instruction-item: খ. Online আবেদনপত্রে প্রার্থী তার স্বাক্ষর (দৈর্ঘ্য ৩০০ × প্রস্থ ৮০ pixel) ও রঙিন ছবি (দৈর্ঘ্য ৩০০ × প্রস্থ ৩০০ pixel) স্ক্যান করে নির্ধারিত স্থানে Upload করবেন। <box>977 562 1573 574</box>
header-cell: পদের সংখ্যা <box>303 247 357 280</box>
post-count: ২৫টি <box>303 1299 357 1375</box>
qualification-line: কোন স্বীকৃত বোর্ড হইতে- <box>1283 93 1381 106</box>
qualification-line: (ক) কোন স্বীকৃত বিশ্ববিদ্যালয় হইতে অন্যূন দ্বিতীয় শ্রেণি বা সমমানের সিজিপিএ-তে স্নাতক বা সমমানের ডিগ্রিসহ লাইব্রেরি সায়েন্সে ডিপ্লোমা; এবং <box>362 710 676 735</box>
header-cell: শিক্ষাগত যোগ্যতা ও অভিজ্ঞতা <box>357 247 683 280</box>
post-count: ০৬টি <box>303 1610 357 1710</box>
qualification-line: (ক) কোনো স্বীকৃত বিশ্ববিদ্যালয় হইতে অন্যূন দ্বিতীয় শ্রেণি বা সমমানের সিজিপিএ-তে স্নাতক বা সমমানের ডিগ্রি; <box>362 607 638 633</box>
qualification-cell <box>357 280 683 380</box>
header-cell: পদের সংখ্যা <box>1224 9 1278 42</box>
table-row <box>47 1536 910 1610</box>
post-title: ইউডিএ কাম ডাটা প্রসেসর <box>146 459 251 471</box>
qualification-line: (ক) কোনো স্বীকৃত বিশ্ববিদ্যালয় হইতে অন্যূন দ্বিতীয় শ্রেণি বা সমমানের সিজিপিএ-তে স্নাতক বা সমমানের ডিগ্রি; <box>362 459 638 484</box>
table-row <box>968 90 1895 180</box>
office-name: কারিগরি শিক্ষা অধিদপ্তর, ঢাকা-১২০৭। <box>1615 1918 1757 1929</box>
excluded-districts: মাদারীপুর, রাজবাড়ী, ময়মনসিংহ, জামালপুর, নেত্রকোনা, শেরপুর, ব্রাহ্মণবাড়িয়া, চাঁদপুর, রাজশাহী, বগুড়া, নওগাঁ, নাটোর, রংপুর, গাইবান্ধা, খুলনা, সাতক্ষীরা, বরিশাল, ভোলা, ঝালকাঠি, পিরোজপুর, বরগুনা, পটুয়াখালী জেলা। <box>683 531 910 604</box>
table-header-row <box>47 1001 910 1035</box>
instruction-item: উক্ত সময়সীমার মধ্যে User ID প্রাপ্ত প্রার্থীগণ Online-এ আবেদনপত্র Submit এর সময় থেকে পরবর্তী ৭২ (বাহাত্তর) ঘণ্টার মধ্যে SMS এর মাধ্যমে পরীক্ষার ফি জমা দিতে পারবেন। <box>977 550 1632 562</box>
pay-grade: গ্রেড- ১৪তম <box>173 560 225 573</box>
signatory-role: সভাপতি <box>1670 1887 1702 1898</box>
table-row <box>968 269 1895 316</box>
instruction-item: (i) User ID জানা থাকলে DTER<space>Help<space>User<space>User ID & send to 16222 <box>1009 813 1415 825</box>
date-label: তারিখঃ <box>559 131 596 145</box>
qualification-cell <box>357 1375 683 1451</box>
instruction-item: ৭. নিয়োগের ক্ষেত্রে সরকারের বিদ্যমান বিধি-বিধান এবং পরবর্তীতে এ সংক্রান্ত বিধি-বিধান কোন সংশোধন হলে তা অনুসরণ করা হবে। <box>977 971 1458 983</box>
header-cell: ক্রঃ নং <box>968 9 1016 42</box>
qualification-cell <box>357 1536 683 1610</box>
post-number: ১০. <box>47 1375 95 1451</box>
intro-text-end: ওয়েবসাইটে) আবেদনপত্র আহবান করা যাচ্ছে: <box>651 204 859 217</box>
post-count: ০৯টি <box>303 1450 357 1536</box>
post-title: সহকারী লাইব্রেরিয়ান-কাম-ক্যাটালগার <box>124 1613 273 1625</box>
post-number: ১৩. <box>47 1610 95 1710</box>
header-line: গণপ্রজাতন্ত্রী বাংলাদেশ সরকার <box>384 15 551 31</box>
qualification-line: (খ) কম্পিউটার ব্যবহারে দক্ষতা; <box>362 634 488 646</box>
instructions <box>977 489 1904 1261</box>
date-bangla: ৩০ আশ্বিন ১৪৩০ বঙ্গাব্দ <box>711 120 842 141</box>
qualification-line: (ক) কোনো স্বীকৃত বোর্ড হইতে ইলেকট্রিক্যাল ট্রেডসহ উচ্চ মাধ্যমিক সার্টিফিকেট (ভোকেশনাল)। <box>362 1038 674 1063</box>
header-cell: যে সকল জেলার প্রার্থীগণের আবেদন করার প্রয়োজন নেই <box>683 247 910 280</box>
excluded-districts: ময়মনসিংহ, জামালপুর, নেত্রকোনা, শেরপুর, রাজশাহী, বগুড়া, খুলনা, যশোর, ঝিনাইদহ, মাগুরা, নড়াইল, বাগেরহাট, সাতক্ষীরা, চুয়াডাঙ্গা, কুষ্টিয়া, মেহেরপুর, বরিশাল, ভোলা, ঝালকাঠি, পিরোজপুর, বরগুনা, পটুয়াখালী জেলা। <box>683 706 910 780</box>
qualification-line: (ক) কোন স্বীকৃত বোর্ড হইতে উচ্চ মাধ্যমিক সার্টিফিকেট বা সমমানের পরীক্ষায় উত্তীর্ণ; <box>362 1378 663 1404</box>
instruction-item: Example: DTER ABCDEF <box>1025 680 1136 692</box>
signatory-title: পরিচালক (পিআইডব্লিউ) (যুগ্ম সচিব) <box>1618 1857 1755 1868</box>
qualification-cell <box>357 1450 683 1536</box>
instruction-item: ঘ. প্রার্থী Online-এ পূরণকৃত আবেদনপত্রের একটি প্রিন্টকপি পরীক্ষা সংক্রান্ত যেকোন প্রয়োজনের সহায়ক হিসেবে সংরক্ষণ করবেন। <box>977 586 1447 598</box>
excluded-districts: ময়মনসিংহ, জামালপুর, নেত্রকোনা, শেরপুর, ব্রাহ্মণবাড়িয়া, রাজশাহী, জয়পুরহাট, পাবনা, সিরাজগঞ্জ, নওগাঁ, নাটোর, চাঁপাইনবাবগঞ্জ, বগুড়া, যশোর জেলা। <box>1615 42 1895 91</box>
table-row <box>47 1035 910 1187</box>
qualification-cell <box>357 1187 683 1299</box>
qualification-line: (খ) কম্পিউটারে MS Office এ কাজ করার দক্ষতা। <box>362 1567 565 1580</box>
signature-date: 15-10-23 <box>1665 1830 1708 1841</box>
